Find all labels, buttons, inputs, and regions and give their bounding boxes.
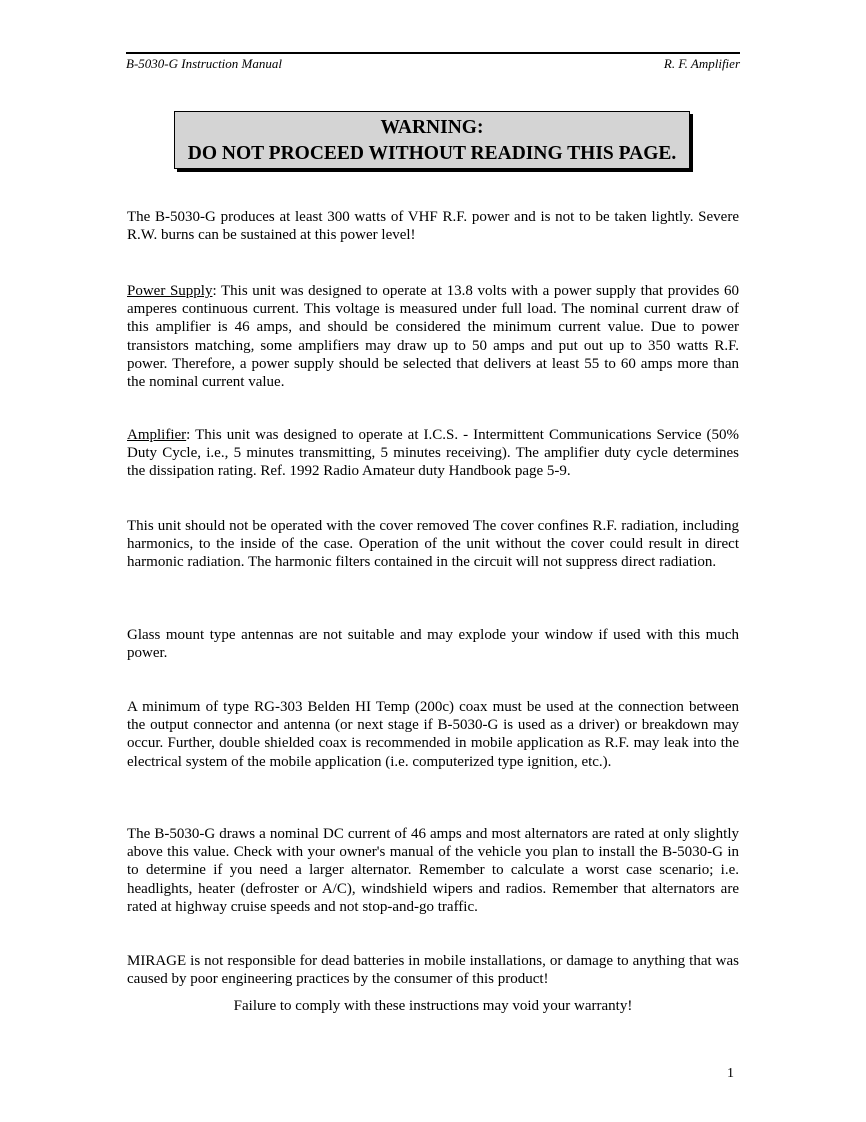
amplifier-heading: Amplifier (127, 427, 187, 443)
cover-paragraph: This unit should not be operated with the cover removed The cover confines R.F. radiation, including harmonics, to the inside of the case. Operation of the unit without the cover could result in direct harmonic radiation. The harmonic filters contained in the circuit will not suppress direct radiation. (127, 518, 739, 571)
warning-box (174, 111, 690, 169)
warranty-notice: Failure to comply with these instructions may void your warranty! (233, 998, 633, 1014)
warning-subtitle: DO NOT PROCEED WITHOUT READING THIS PAGE. (187, 143, 677, 164)
power-supply-paragraph (127, 282, 739, 391)
header-section: R. F. Amplifier (663, 56, 740, 71)
amplifier-paragraph (127, 426, 739, 481)
warning-title: WARNING: (380, 117, 484, 138)
coax-paragraph: A minimum of type RG-303 Belden HI Temp (200c) coax must be used at the connection between the output connector and antenna (or next stage if B-5030-G is used as a driver) or breakdown may occur. Further, double shielded coax is recommended in mobile application as R.F. may leak into the electrical system of the mobile application (i.e. computerized type ignition, etc.). (127, 699, 739, 770)
header-title: B-5030-G Instruction Manual (126, 56, 282, 71)
mirage-paragraph: MIRAGE is not responsible for dead batteries in mobile installations, or damage to anything that was caused by poor engineering practices by the consumer of this product! (127, 953, 739, 988)
glass-mount-paragraph: Glass mount type antennas are not suitable and may explode your window if used with this much power. (127, 627, 739, 662)
intro-paragraph: The B-5030-G produces at least 300 watts of VHF R.F. power and is not to be taken lightly. Severe R.W. burns can be sustained at this power level! (127, 209, 739, 244)
alternator-paragraph: The B-5030-G draws a nominal DC current of 46 amps and most alternators are rated at only slightly above this value. Check with your owner's manual of the vehicle you plan to install the B-5030-G in to determine if you need a larger alternator. Remember to calculate a worst case scenario; i.e. headlights, heater (defroster or A/C), windshield wipers and radios. Remember that alternators are rated at highway cruise speeds and not stop-and-go traffic. (127, 826, 739, 915)
page-number: 1 (727, 1066, 734, 1081)
amplifier-text: : This unit was designed to operate at I.C.S. - Intermittent Communications Service (50% Duty Cycle, i.e., 5 minutes transmitting, 5 minutes receiving). The amplifier duty cycle determines the dissipation rating. Ref. 1992 Radio Amateur duty Handbook page 5-9. (127, 427, 739, 480)
power-supply-text: : This unit was designed to operate at 13.8 volts with a power supply that provides 60 amperes continuous current. This voltage is measured under full load. The nominal current draw of this amplifier is 46 amps, and should be considered the minimum current value. Due to power transistors matching, some amplifiers may draw up to 50 amps and put out up to 350 watts R.F. power. Therefore, a power supply should be selected that delivers at least 55 to 60 amps more than the nominal current value. (127, 283, 739, 391)
page-header (126, 52, 740, 72)
power-supply-heading: Power Supply (127, 283, 213, 299)
